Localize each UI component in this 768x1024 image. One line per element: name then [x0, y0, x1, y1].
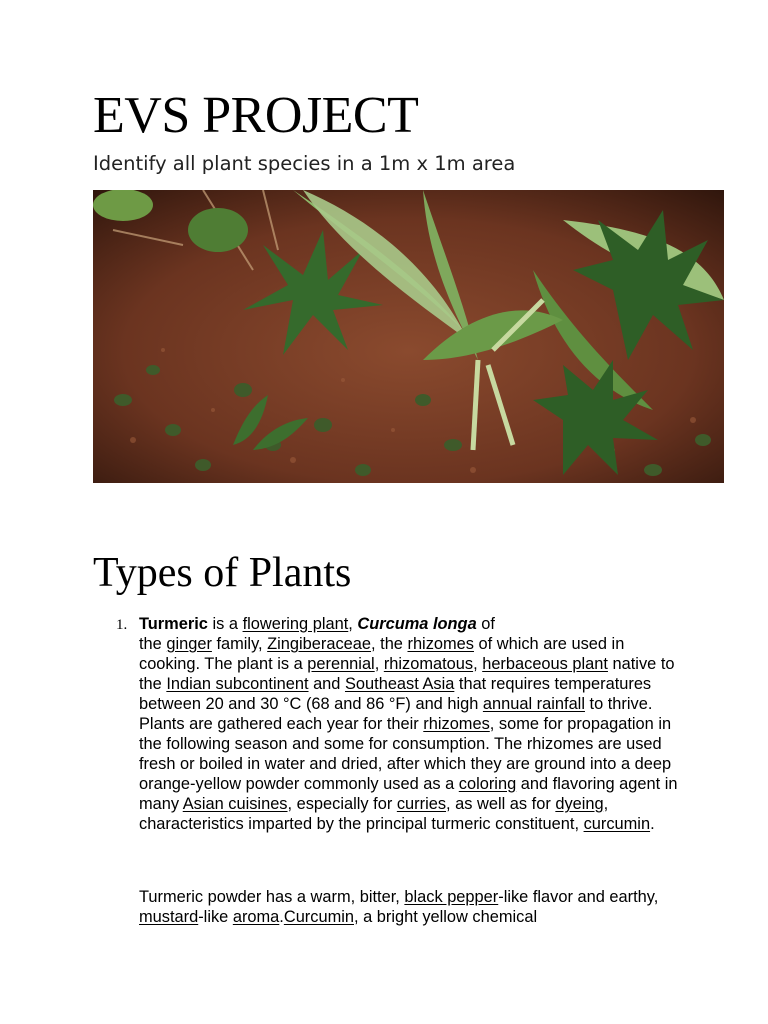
turmeric-paragraph-2 — [139, 887, 679, 927]
list-item-number: 1. — [116, 617, 128, 633]
hyperlink[interactable]: Asian cuisines — [182, 795, 288, 813]
hyperlink[interactable]: rhizomes — [407, 635, 474, 653]
plant-photo — [93, 190, 724, 483]
hyperlink[interactable]: curries — [396, 795, 447, 813]
text-run: , the — [371, 635, 408, 653]
hyperlink[interactable]: mustard — [139, 908, 199, 926]
text-run: that requires temperatures between 20 and 30 °C (68 and 86 °F) and high — [139, 675, 652, 713]
text-run: . — [279, 908, 284, 926]
hyperlink[interactable]: curcumin — [583, 815, 651, 833]
text-run: the — [139, 635, 167, 653]
text-run: , as well as for — [446, 795, 556, 813]
hyperlink[interactable]: annual rainfall — [482, 695, 585, 713]
text-run: . — [650, 815, 655, 833]
hyperlink[interactable]: dyeing — [555, 795, 604, 813]
hyperlink[interactable]: Southeast Asia — [344, 675, 455, 693]
text-run: and flavoring agent in many — [139, 775, 678, 813]
hyperlink[interactable]: black pepper — [404, 888, 499, 906]
turmeric-paragraph-1 — [139, 614, 679, 834]
text-run: and — [308, 675, 345, 693]
text-run: , — [374, 655, 384, 673]
document-subtitle: Identify all plant species in a 1m x 1m area — [93, 152, 516, 175]
text-run: , a bright yellow chemical — [354, 908, 538, 926]
text-run: , — [348, 615, 358, 633]
text-run: native to the — [139, 655, 675, 693]
text-run: is a — [207, 615, 243, 633]
text-run: -like flavor and earthy, — [498, 888, 659, 906]
hyperlink[interactable]: herbaceous plant — [482, 655, 608, 673]
text-run: family, — [211, 635, 268, 653]
hyperlink[interactable]: rhizomatous — [383, 655, 474, 673]
hyperlink[interactable]: rhizomes — [423, 715, 490, 733]
hyperlink[interactable]: Zingiberaceae — [267, 635, 372, 653]
hyperlink[interactable]: Curcumin — [283, 908, 354, 926]
plant-photo-illustration — [93, 190, 724, 483]
text-run: , — [473, 655, 483, 673]
text-run: -like — [198, 908, 233, 926]
text-run: , characteristics imparted by the principal turmeric constituent, — [139, 795, 609, 833]
text-run: , some for propagation in the following season and some for consumption. The rhizomes are used fresh or boiled in water and dried, after which they are ground into a deep orange-yellow powder commonly used as a — [139, 715, 672, 793]
section-heading: Types of Plants — [93, 550, 352, 596]
hyperlink[interactable]: perennial — [307, 655, 375, 673]
text-run: , especially for — [287, 795, 397, 813]
hyperlink[interactable]: flowering plant — [242, 615, 349, 633]
hyperlink[interactable]: Indian subcontinent — [166, 675, 309, 693]
document-title: EVS PROJECT — [93, 87, 419, 144]
text-run: to thrive. Plants are gathered each year for their — [139, 695, 653, 733]
hyperlink[interactable]: coloring — [458, 775, 517, 793]
text-run: Curcuma longa — [357, 615, 477, 633]
text-run: Turmeric powder has a warm, bitter, — [139, 888, 405, 906]
text-run: of — [476, 615, 495, 633]
text-run: Turmeric — [139, 615, 208, 633]
hyperlink[interactable]: ginger — [166, 635, 212, 653]
hyperlink[interactable]: aroma — [232, 908, 280, 926]
text-run: of which are used in cooking. The plant is a — [139, 635, 625, 673]
